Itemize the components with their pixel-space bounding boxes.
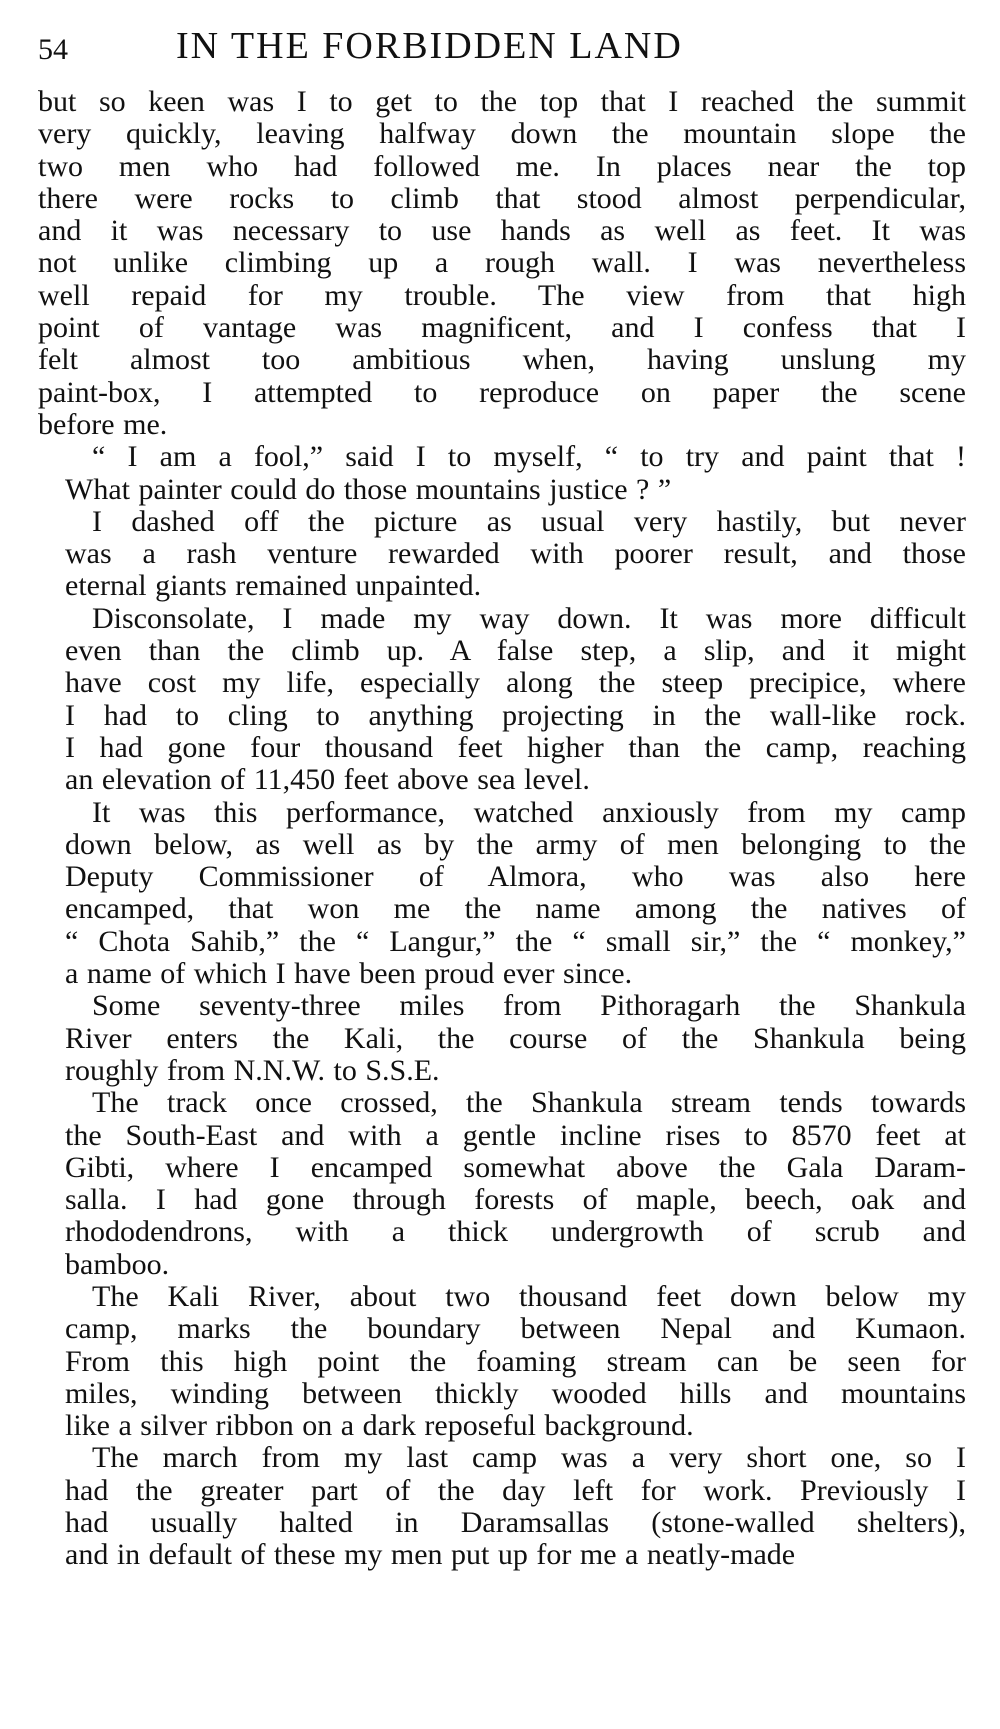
text-line: Some seventy-three miles from Pithoragarh the Shankula <box>92 990 966 1023</box>
text-line: “ I am a fool,” said I to myself, “ to try and paint that ! <box>92 441 966 474</box>
text-line: have cost my life, especially along the steep precipice, where <box>65 667 966 700</box>
paragraph <box>38 603 966 797</box>
text-line: had usually halted in Daramsallas (stone-walled shelters), <box>65 1507 966 1540</box>
text-line: Deputy Commissioner of Almora, who was also here <box>65 861 966 894</box>
text-line: From this high point the foaming stream can be seen for <box>65 1345 966 1378</box>
text-line: Gibti, where I encamped somewhat above the Gala Daram- <box>65 1151 966 1184</box>
text-line: miles, winding between thickly wooded hills and mountains <box>65 1377 966 1410</box>
text-line: two men who had followed me. In places near the top <box>38 150 966 183</box>
text-line: before me. <box>38 408 168 441</box>
text-line: I had gone four thousand feet higher than the camp, reaching <box>65 731 966 764</box>
page-number: 54 <box>38 33 68 66</box>
text-line: camp, marks the boundary between Nepal and Kumaon. <box>65 1313 966 1346</box>
paragraph <box>38 1281 966 1442</box>
paragraph <box>38 86 966 441</box>
paragraph <box>38 441 966 506</box>
paragraph <box>38 506 966 603</box>
running-title: IN THE FORBIDDEN LAND <box>176 25 683 67</box>
text-line: paint-box, I attempted to reproduce on paper the scene <box>38 376 966 409</box>
text-line: encamped, that won me the name among the natives of <box>65 893 966 926</box>
text-line: not unlike climbing up a rough wall. I was nevertheless <box>38 247 966 280</box>
text-line: “ Chota Sahib,” the “ Langur,” the “ small sir,” the “ monkey,” <box>65 925 966 958</box>
paragraph <box>38 1087 966 1281</box>
text-line: roughly from N.N.W. to S.S.E. <box>65 1054 440 1087</box>
text-line: point of vantage was magnificent, and I confess that I <box>38 312 966 345</box>
text-line: What painter could do those mountains justice ? ” <box>65 473 672 506</box>
text-line: The track once crossed, the Shankula stream tends towards <box>92 1087 966 1120</box>
text-line: there were rocks to climb that stood almost perpendicular, <box>38 182 966 215</box>
text-line: was a rash venture rewarded with poorer result, and those <box>65 538 966 571</box>
book-page <box>38 24 966 1714</box>
body-text <box>38 86 966 1572</box>
text-line: The march from my last camp was a very short one, so I <box>92 1442 966 1475</box>
text-line: felt almost too ambitious when, having unslung my <box>38 344 966 377</box>
text-line: It was this performance, watched anxiously from my camp <box>92 796 966 829</box>
text-line: The Kali River, about two thousand feet down below my <box>92 1280 966 1313</box>
text-line: I had to cling to anything projecting in the wall-like rock. <box>65 699 966 732</box>
text-line: very quickly, leaving halfway down the mountain slope the <box>38 118 966 151</box>
paragraph <box>38 1442 966 1571</box>
text-line: I dashed off the picture as usual very hastily, but never <box>92 505 966 538</box>
text-line: bamboo. <box>65 1248 170 1281</box>
text-line: but so keen was I to get to the top that I reached the summit <box>38 86 966 118</box>
text-line: and in default of these my men put up for me a neatly-made <box>65 1539 796 1572</box>
paragraph <box>38 797 966 991</box>
text-line: well repaid for my trouble. The view from that high <box>38 279 966 312</box>
text-line: eternal giants remained unpainted. <box>65 570 482 603</box>
text-line: rhododendrons, with a thick undergrowth of scrub and <box>65 1216 966 1249</box>
text-line: salla. I had gone through forests of maple, beech, oak and <box>65 1184 966 1217</box>
text-line: the South-East and with a gentle incline rises to 8570 feet at <box>65 1119 966 1152</box>
text-line: an elevation of 11,450 feet above sea level. <box>65 764 590 797</box>
paragraph <box>38 990 966 1087</box>
text-line: a name of which I have been proud ever since. <box>65 958 633 991</box>
text-line: down below, as well as by the army of men belonging to the <box>65 828 966 861</box>
text-line: had the greater part of the day left for work. Previously I <box>65 1474 966 1507</box>
running-head <box>38 24 966 86</box>
text-line: even than the climb up. A false step, a slip, and it might <box>65 635 966 668</box>
text-line: River enters the Kali, the course of the Shankula being <box>65 1022 966 1055</box>
text-line: like a silver ribbon on a dark reposeful background. <box>65 1410 694 1443</box>
text-line: Disconsolate, I made my way down. It was more difficult <box>92 602 966 635</box>
text-line: and it was necessary to use hands as well as feet. It was <box>38 215 966 248</box>
